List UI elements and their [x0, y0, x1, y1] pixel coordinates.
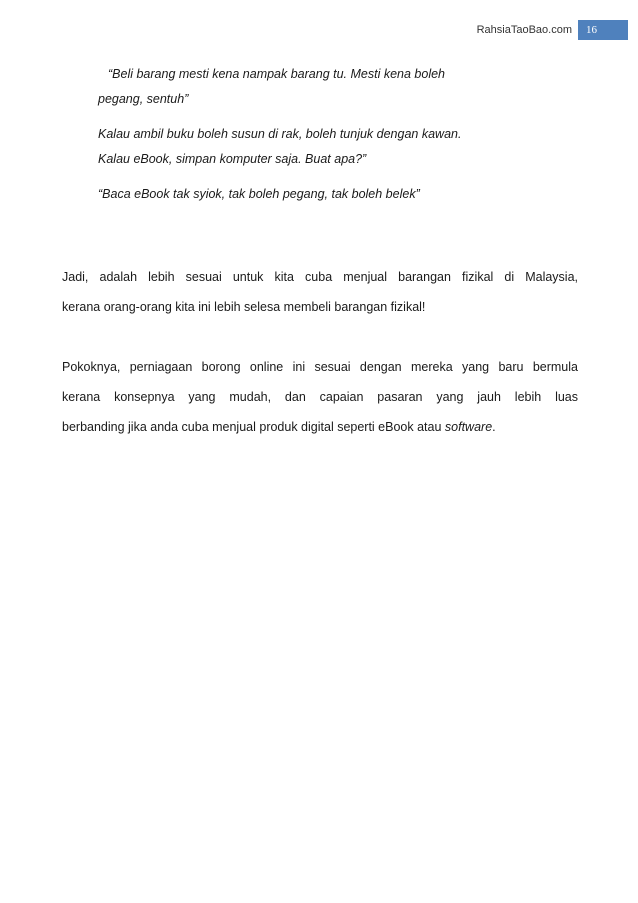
quote-3-line-1: “Baca eBook tak syiok, tak boleh pegang, tak boleh belek” — [98, 187, 420, 201]
paragraph-1-line-1: Jadi, adalah lebih sesuai untuk kita cuba menjual barangan fizikal di Malaysia, — [62, 270, 578, 284]
paragraph-1 — [62, 262, 578, 322]
quote-1 — [98, 62, 568, 112]
paragraph-2-line-1: Pokoknya, perniagaan borong online ini sesuai dengan mereka yang baru bermula — [62, 360, 578, 374]
quote-section — [98, 62, 568, 207]
quote-2 — [98, 122, 568, 172]
paragraph-2-line-3 — [62, 412, 578, 442]
quote-1-line-2: pegang, sentuh” — [98, 92, 189, 106]
paragraph-2-line-3-text: berbanding jika anda cuba menjual produk digital seperti eBook atau — [62, 420, 445, 434]
quote-1-line-1: “Beli barang mesti kena nampak barang tu. Mesti kena boleh — [108, 67, 445, 81]
header-site-name: RahsiaTaoBao.com — [476, 24, 572, 36]
paragraph-2-line-2: kerana konsepnya yang mudah, dan capaian pasaran yang jauh lebih luas — [62, 390, 578, 404]
paragraph-2-line-3-end: . — [492, 420, 496, 434]
quote-2-line-2: Kalau eBook, simpan komputer saja. Buat apa?” — [98, 152, 367, 166]
header-page-number: 16 — [578, 20, 628, 40]
paragraph-1-line-2: kerana orang-orang kita ini lebih selesa membeli barangan fizikal! — [62, 300, 426, 314]
paragraph-2-italic-word: software — [444, 420, 493, 434]
page-header — [477, 20, 628, 40]
quote-2-line-1: Kalau ambil buku boleh susun di rak, boleh tunjuk dengan kawan. — [98, 127, 462, 141]
paragraph-2 — [62, 352, 578, 442]
quote-3 — [98, 182, 568, 207]
